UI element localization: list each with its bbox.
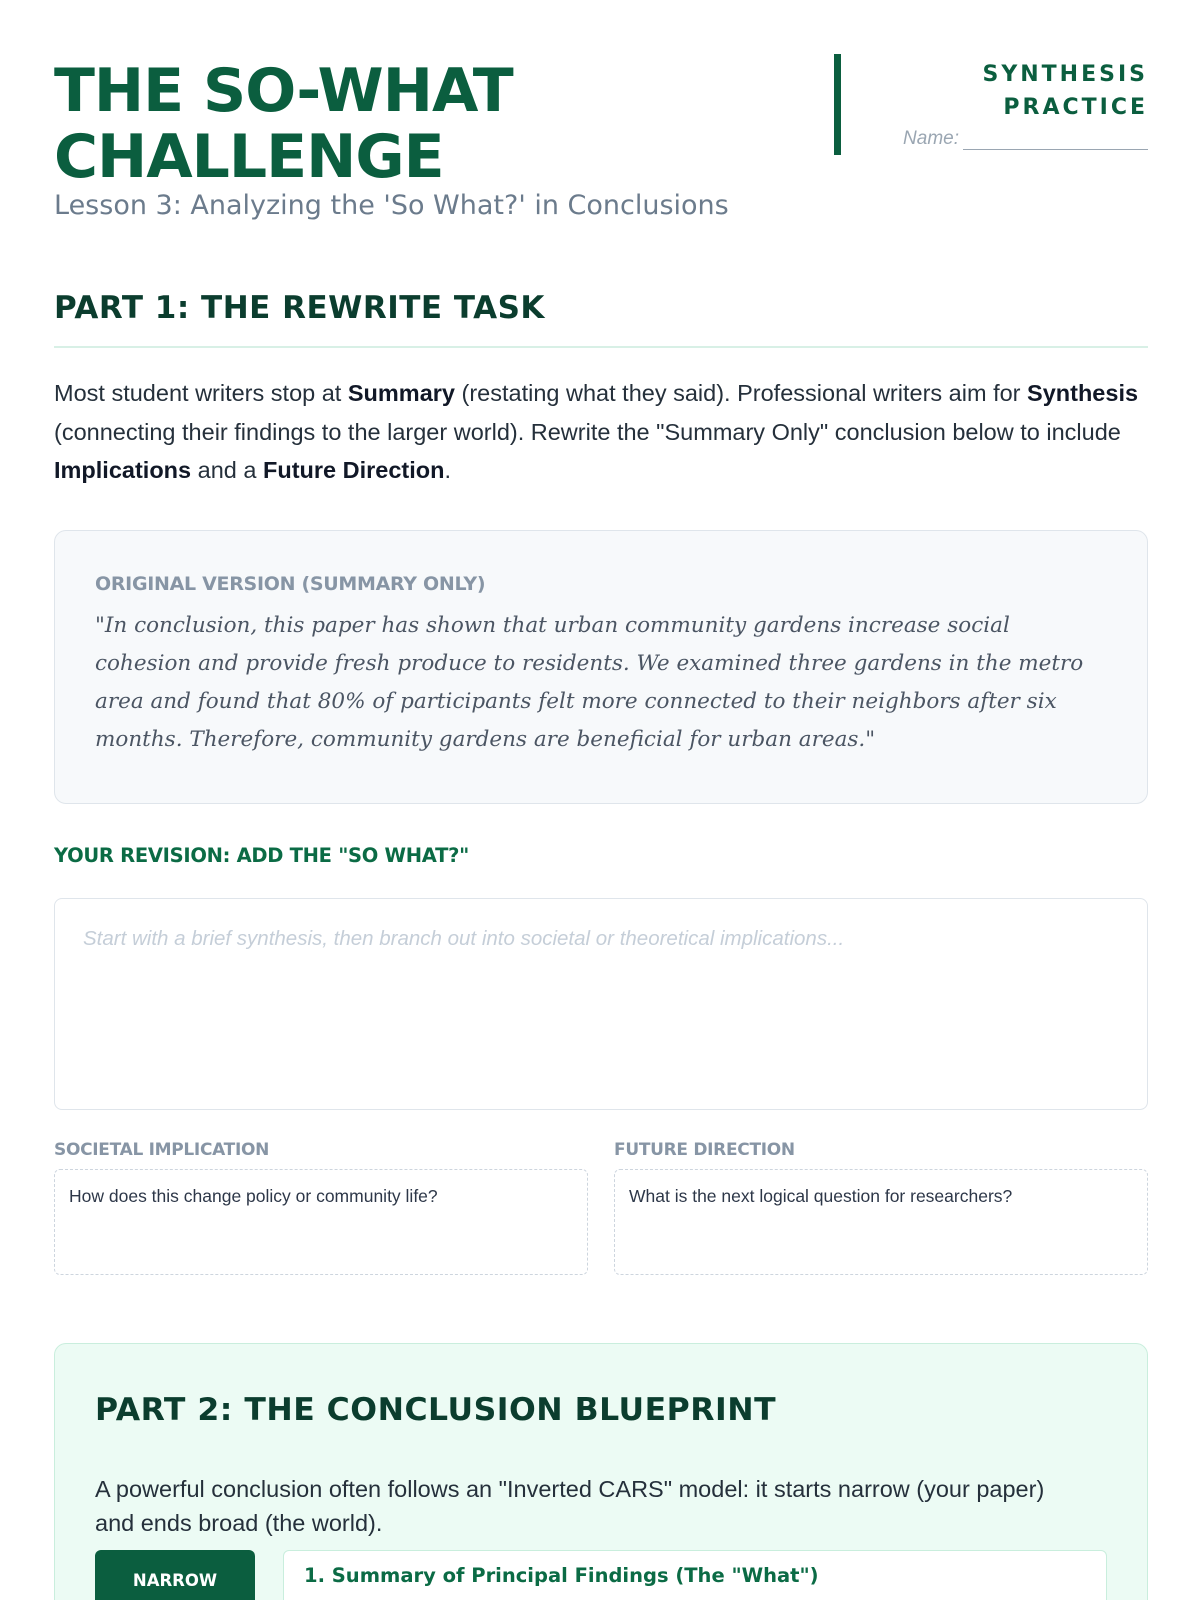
blueprint-step-1-title: 1. Summary of Principal Findings (The "What") bbox=[304, 1564, 819, 1587]
part2-heading: PART 2: THE CONCLUSION BLUEPRINT bbox=[95, 1392, 777, 1428]
future-direction-field[interactable] bbox=[614, 1169, 1148, 1275]
future-direction-label: FUTURE DIRECTION bbox=[614, 1140, 795, 1160]
header-divider bbox=[834, 54, 841, 155]
narrow-badge: NARROW bbox=[95, 1550, 255, 1600]
societal-implication-prompt: How does this change policy or community life? bbox=[69, 1186, 438, 1206]
future-direction-prompt: What is the next logical question for researchers? bbox=[629, 1186, 1013, 1206]
original-version-box bbox=[54, 530, 1148, 804]
blueprint-step-1 bbox=[283, 1550, 1107, 1600]
original-version-text: "In conclusion, this paper has shown that urban community gardens increase social cohesion and provide fresh produce to residents. We examined three gardens in the metro area and found that 80% of participants felt more connected to their neighbors after six months. Therefore, community gardens are beneficial for urban areas." bbox=[95, 613, 1084, 752]
section-divider bbox=[54, 346, 1148, 348]
part2-panel bbox=[54, 1343, 1148, 1600]
name-blank[interactable] bbox=[963, 130, 1148, 150]
lesson-subtitle: Lesson 3: Analyzing the 'So What?' in Conclusions bbox=[54, 190, 729, 221]
practice-label: SYNTHESIS PRACTICE bbox=[982, 62, 1148, 120]
part1-heading: PART 1: THE REWRITE TASK bbox=[54, 290, 545, 326]
societal-implication-label: SOCIETAL IMPLICATION bbox=[54, 1140, 270, 1160]
name-field[interactable] bbox=[903, 128, 1148, 150]
worksheet-title: THE SO-WHAT CHALLENGE bbox=[54, 56, 513, 192]
revision-textarea[interactable] bbox=[54, 898, 1148, 1110]
part2-description: A powerful conclusion often follows an "Inverted CARS" model: it starts narrow (your paper) and ends broad (the world). bbox=[95, 1476, 1045, 1536]
original-version-label: ORIGINAL VERSION (SUMMARY ONLY) bbox=[95, 573, 486, 595]
part1-intro: Most student writers stop at Summary (restating what they said). Professional writers aim for Synthesis (connecting their findings to the larger world). Rewrite the "Summary Only" conclusion below to include Implications and a Future Direction. bbox=[54, 380, 1139, 483]
revision-label: YOUR REVISION: ADD THE "SO WHAT?" bbox=[54, 844, 469, 867]
worksheet-header bbox=[54, 58, 1148, 238]
societal-implication-field[interactable] bbox=[54, 1169, 588, 1275]
name-label: Name: bbox=[903, 128, 959, 149]
